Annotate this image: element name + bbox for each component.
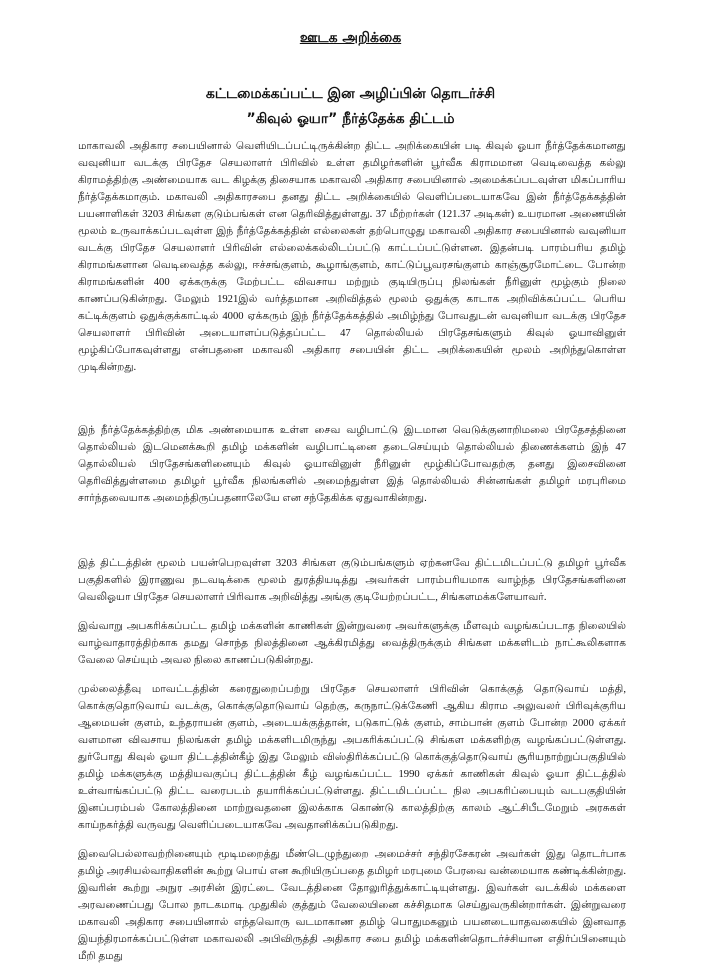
document-title-line2: ”கிவுல் ஓயா” நீர்த்தேக்க திட்டம் <box>246 111 455 127</box>
paragraph-gap <box>78 669 626 681</box>
document-body <box>78 138 626 965</box>
paragraph-3: இத் திட்டத்தின் மூலம் பயன்பெறவுள்ள 3203 சிங்கள குடும்பங்களும் ஏற்கனவே திட்டமிடப்பட்டு தமிழர் பூர்வீக பகுதிகளில் இராணுவ நடவடிக்கை மூலம் துரத்தியடித்து அவர்கள் பாரம்பரியமாக வாழ்ந்த பிரதேசங்களினை வெலிஓயா பிரதேச செயலாளர் பிரிவாக அறிவித்து அங்கு குடியேற்றப்பட்ட, சிங்களமக்களேயாவர். <box>78 558 626 603</box>
document-title-line1: கட்டமைக்கப்பட்ட இன அழிப்பின் தொடர்ச்சி <box>205 86 496 102</box>
paragraph-gap <box>78 507 626 555</box>
paragraph-6: இவைபெல்லாவற்றினையும் மூடிமறைத்து மீண்டெழுந்துறை அமைச்சர் சந்திரசேகரன் அவர்கள் இது தொடர்பாக தமிழ் அரசியல்வாதிகளின் கூற்று பொய் என கூறியிருப்பதை தமிழர் மரபுமை பேரவை வன்மையாக கண்டிக்கின்றது. இவரின் கூற்று அநுர அரசின் இரட்டை வேடத்தினை தோலுரித்துக்காட்டியுள்ளது. இவர்கள் வடக்கில் மக்களை அரவணைப்பது போல நாடகமாடி முதுகில் குத்தும் வேலையினை கச்சிதமாக செய்துவருகின்றார்கள். இன்றுவரை மகாவலி அதிகார சபையினால் எந்தவொரு வடமாகாண தமிழ் பொதுமகனும் பயனடையாதவகையில் இனவாத இயந்திரமாக்கப்பட்டுள்ள மகாவலலி அபிவிருத்தி அதிகார சபை தமிழ் மக்களின்தொடர்ச்சியான எதிர்ப்பினையும் மீறி தமது <box>78 849 626 962</box>
paragraph-gap <box>78 834 626 846</box>
paragraph-4: இவ்வாறு அபகரிக்கப்பட்ட தமிழ் மக்களின் காணிகள் இன்றுவரை அவர்களுக்கு மீளவும் வழங்கப்படாத நிலையில் வாழ்வாதாரத்திற்காக தமது சொந்த நிலத்தினை ஆக்கிரமித்து வைத்திருக்கும் சிங்கள மக்களிடம் நாட்கூலிகளாக வேலை செய்யும் அவல நிலை காணப்படுகின்றது. <box>78 621 626 666</box>
paragraph-gap <box>78 606 626 618</box>
paragraph-1: மாகாவலி அதிகார சபையினால் வெளியிடப்பட்டிருக்கின்ற திட்ட அறிக்கையின் படி கிவுல் ஓயா நீர்த்தேக்கமானது வவுனியா வடக்கு பிரதேச செயலாளர் பிரிவில் உள்ள தமிழர்களின் பூர்வீக கிராமமான வெடிவைத்த கல்லு கிராமத்திற்கு அண்மையாக வட கிழக்கு திசையாக மகாவலி அதிகார சபையினால் அமைக்கப்படவுள்ள மிகப்பாரிய நீர்த்தேக்கமாகும். மகாவலி அதிகாரசபை தனது திட்ட அறிக்கையில் வெளிப்படையாகவே இன் நீர்த்தேக்கத்தின் பயனாளிகள் 3203 சிங்கள குடும்பங்கள் என தெரிவித்துள்ளது. 37 மீற்றர்கள் (121.37 அடிகள்) உயரமான அணையின் மூலம் உருவாக்கப்படவுள்ள இந் நீர்த்தேக்கத்தின் எல்லைகள் தற்பொழுது மகாவலி அதிகார சபையினால் வவுனியா வடக்கு பிரதேச செயலாளர் பிரிவின் எல்லைக்கல்லிடப்பட்டு காட்டப்பட்டுள்ளன. இதன்படி பாரம்பரிய தமிழ் கிராமங்களான வெடிவைத்த கல்லு, ஈச்சங்குளம், கூழாங்குளம், காட்டுப்பூவரசங்குளம் காஞ்சூரமோட்டை போன்ற கிராமங்களின் 400 ஏக்கருக்கு மேற்பட்ட விவசாய மற்றும் குடியிருப்பு நிலங்கள் நீரினுள் மூழ்கும் நிலை காணப்படுகின்றது. மேலும் 1921இல் வர்த்தமான அறிவித்தல் மூலம் ஒதுக்கு காடாக அறிவிக்கப்பட்ட பெரிய கட்டிக்குளம் ஒதுக்குக்காட்டில் 4000 ஏக்கரும் இந் நீர்த்தேக்கத்தில் அமிழ்ந்து போவதுடன் வவுனியா வடக்கு பிரதேச செயலாளர் பிரிவின் அடையாளப்படுத்தப்பட்ட 47 தொல்லியல் பிரதேசங்களும் கிவுல் ஓயாவினுள் மூழ்கிப்போகவுள்ளது என்பதனை மகாவலி அதிகார சபையின் திட்ட அறிக்கையின் மூலம் அறிந்துகொள்ள முடிகின்றது. <box>78 141 626 373</box>
document-heading: ஊடக அறிக்கை <box>299 30 402 46</box>
paragraph-2: இந் நீர்த்தேக்கத்திற்கு மிக அண்மையாக உள்ள சைவ வழிபாட்டு இடமான வெடுக்குனாறிமலை பிரதேசத்தினை தொல்லியல் இடமெனக்கூறி தமிழ் மக்களின் வழிபாட்டினை தடைசெய்யும் தொல்லியல் திணைக்களம் இந் 47 தொல்லியல் பிரதேசங்களினையும் கிவுல் ஓயாவினுள் நீரினுள் மூழ்கிப்போவதற்கு தனது இசைவினை தெரிவித்துள்ளமை தமிழர் பூர்வீக நிலங்களில் அமைந்துள்ள இத் தொல்லியல் சின்னங்கள் தமிழர் மரபுரிமை சார்ந்தவையாக அமைந்திருப்பதனாலேயே என சந்தேகிக்க ஏதுவாகின்றது. <box>78 425 626 504</box>
paragraph-5: முல்லைத்தீவு மாவட்டத்தின் கரைதுறைப்பற்று பிரதேச செயலாளர் பிரிவின் கொக்குத் தொடுவாய் மத்தி, கொக்குதொடுவாய் வடக்கு, கொக்குதொடுவாய் தெற்கு, கருநாட்டுக்கேணி ஆகிய கிராம அலுவலர் பிரிவுக்குரிய ஆமையன் குளம், உந்தராயன் குளம், அடையக்குத்தான், படுகாட்டுக் குளம், சாம்பான் குளம் போன்ற 2000 ஏக்கர் வளமான விவசாய நிலங்கள் தமிழ் மக்களிடமிருந்து அபகரிக்கப்பட்டு சிங்கள மக்களிற்கு வழங்கப்பட்டுள்ளது. துர்போது கிவுல் ஓயா திட்டத்தின்கீழ் இது மேலும் விஸ்திரிக்கப்பட்டு கொக்குத்தொடுவாய் சூரியநாற்றுப்பகுதியில் தமிழ் மக்களுக்கு மத்தியவகுப்பு திட்டத்தின் கீழ் வழங்கப்பட்ட 1990 ஏக்கர் காணிகள் கிவுல் ஓயா திட்டத்தில் உள்வாங்கப்பட்டு திட்ட வரைபடம் தயாரிக்கப்பட்டுள்ளது. திட்டமிடப்பட்ட நில அபகரிப்பையும் வடபகுதியின் இனப்பரம்பல் கோலத்தினை மாற்றுவதனை இலக்காக கொண்டு காலத்திற்கு காலம் ஆட்சிபீடமேறும் அரசுகள் காய்நகர்த்தி வருவது வெளிப்படையாகவே அவதானிக்கப்படுகிறது. <box>78 684 626 831</box>
paragraph-gap <box>78 376 626 422</box>
